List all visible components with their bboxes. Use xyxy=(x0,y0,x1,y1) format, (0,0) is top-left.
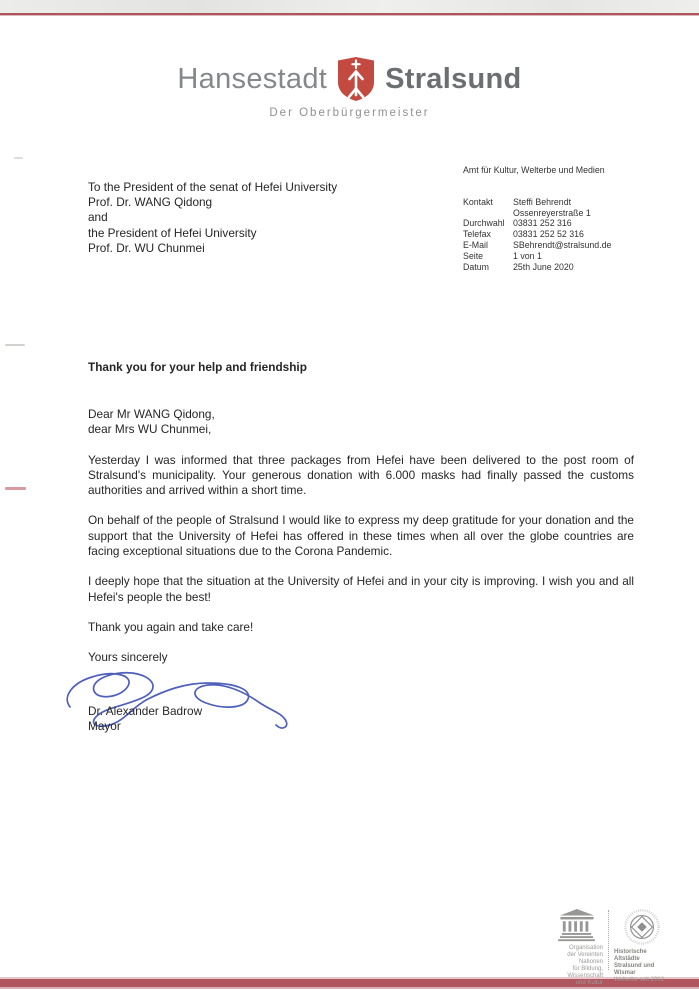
salutation-line: dear Mrs WU Chunmei, xyxy=(88,422,212,437)
recipient-line: To the President of the senat of Hefei University xyxy=(88,180,338,194)
recipient-line: and xyxy=(88,210,108,225)
letterhead-subtitle: Der Oberbürgermeister xyxy=(269,107,430,119)
fold-mark xyxy=(14,157,23,159)
world-heritage-caption xyxy=(614,949,670,984)
subject-line: Thank you for your help and friendship xyxy=(88,360,307,374)
unesco-caption xyxy=(551,945,603,987)
info-row xyxy=(463,218,611,229)
recipient-line: Prof. Dr. WANG Qidong xyxy=(88,195,213,210)
department-name: Amt für Kultur, Welterbe und Medien xyxy=(463,165,605,175)
stralsund-coat-of-arms-icon xyxy=(336,56,376,102)
signer-block xyxy=(88,704,202,734)
unesco-temple-icon xyxy=(556,908,598,942)
recipient-line: the President of Hefei University xyxy=(88,225,257,240)
caption-line: Organisation xyxy=(568,945,603,951)
paragraph: Yesterday I was informed that three packages from Hefei have been delivered to the post room of Stralsund's municipality. Your generous donation with 6.000 masks had finally passed the customs authorities and arrived within a short time. xyxy=(88,452,634,498)
info-row xyxy=(463,197,611,208)
info-label xyxy=(463,208,513,219)
caption-line: für Bildung, Wissenschaft xyxy=(567,966,603,979)
scan-top-red-line-soft xyxy=(0,15,699,16)
info-value: 25th June 2020 xyxy=(513,261,574,272)
info-value: 03831 252 52 316 xyxy=(513,229,584,240)
contact-info-block xyxy=(463,165,611,272)
world-heritage-logo-block xyxy=(614,908,670,984)
fold-mark xyxy=(5,344,25,346)
salutation xyxy=(88,407,634,438)
info-label: Telefax xyxy=(463,229,491,240)
info-row xyxy=(463,251,611,262)
paragraph: I deeply hope that the situation at the University of Hefei and in your city is improving. I wish you and all Hefei's people the best! xyxy=(88,574,634,604)
info-label: Kontakt xyxy=(463,196,493,207)
recipient-address xyxy=(88,180,337,256)
fold-mark xyxy=(5,487,26,490)
caption-line: Stralsund und Wismar xyxy=(614,963,655,976)
footer-divider xyxy=(608,910,609,970)
info-row xyxy=(463,229,611,240)
unesco-logo-block xyxy=(551,908,603,987)
info-value: Ossenreyerstraße 1 xyxy=(513,207,591,218)
paragraph: Thank you again and take care! xyxy=(88,619,254,634)
info-value: 1 von 1 xyxy=(513,250,542,261)
footer-logos xyxy=(551,908,670,987)
caption-line: der Vereinten Nationen xyxy=(567,952,603,965)
info-row xyxy=(463,262,611,273)
recipient-line: Prof. Dr. WU Chunmei xyxy=(88,240,205,255)
info-value-email: SBehrendt@stralsund.de xyxy=(513,239,612,250)
info-label: E-Mail xyxy=(463,239,488,250)
letterhead xyxy=(0,56,699,119)
salutation-line: Dear Mr WANG Qidong, xyxy=(88,407,215,421)
signer-title: Mayor xyxy=(88,719,121,734)
closing: Yours sincerely xyxy=(88,650,168,665)
caption-line: und Kultur xyxy=(575,980,603,986)
info-label: Datum xyxy=(463,261,489,272)
caption-line: Historische Altstädte xyxy=(614,949,647,962)
caption-line: Welterbe seit 2002 xyxy=(614,977,664,983)
world-heritage-emblem-icon xyxy=(623,908,661,946)
info-row xyxy=(463,240,611,251)
letter-body xyxy=(88,407,634,681)
info-label: Durchwahl xyxy=(463,218,505,229)
info-value: 03831 252 316 xyxy=(513,218,572,229)
signer-name: Dr. Alexander Badrow xyxy=(88,704,203,718)
info-row xyxy=(463,208,611,219)
paragraph: On behalf of the people of Stralsund I would like to express my deep gratitude for your donation and the support that the University of Hefei has offered in these times when all over the globe countries are facing exceptional situations due to the Corona Pandemic. xyxy=(88,513,634,559)
letterhead-name: Stralsund xyxy=(385,62,522,95)
info-label: Seite xyxy=(463,250,484,261)
letterhead-city: Hansestadt xyxy=(177,62,328,95)
info-value: Steffi Behrendt xyxy=(513,196,572,207)
scan-top-band xyxy=(0,0,699,13)
